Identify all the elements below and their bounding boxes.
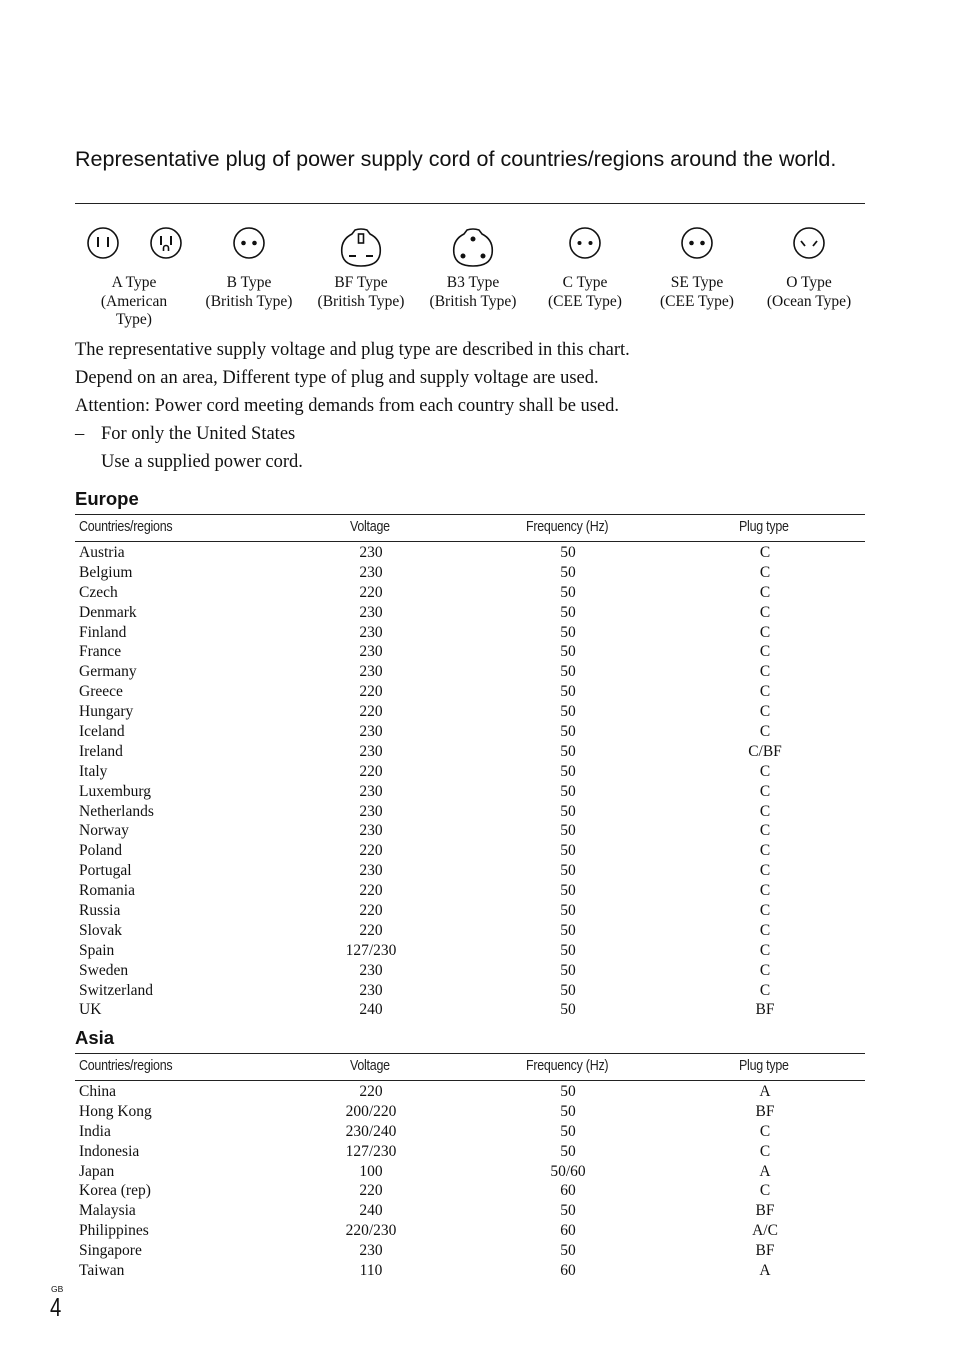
- table-row: [75, 941, 865, 961]
- voltage-cell: 127/230: [345, 1142, 397, 1160]
- table-row: [75, 583, 865, 603]
- plug-type-c: [525, 226, 645, 311]
- plug-type-cell: C: [759, 882, 771, 900]
- europe-heading: Europe: [75, 488, 139, 509]
- table-row: [75, 861, 865, 881]
- frequency-cell: 50: [560, 643, 576, 661]
- us-note-detail: [75, 448, 865, 476]
- voltage-cell: 220: [359, 703, 383, 721]
- table-header: [75, 1053, 865, 1081]
- table-row: [75, 1261, 865, 1281]
- voltage-cell: 230: [359, 961, 383, 979]
- plug-a2-icon: [149, 226, 183, 260]
- frequency-cell: 50: [560, 1202, 576, 1220]
- intro-line: Attention: Power cord meeting demands from each country shall be used.: [75, 396, 620, 416]
- voltage-cell: 230: [359, 623, 383, 641]
- country-cell: Indonesia: [79, 1142, 140, 1160]
- voltage-cell: 240: [359, 1202, 383, 1220]
- voltage-cell: 240: [359, 1001, 383, 1019]
- voltage-cell: 230: [359, 603, 383, 621]
- table-row: [75, 1142, 865, 1162]
- plug-label-a: A Type (American Type): [100, 274, 168, 328]
- frequency-cell: 50: [560, 583, 576, 601]
- frequency-cell: 50: [560, 782, 576, 800]
- plug-type-cell: BF: [755, 1242, 775, 1260]
- voltage-cell: 230: [359, 742, 383, 760]
- country-cell: Spain: [79, 941, 115, 959]
- plug-type-cell: C/BF: [748, 742, 782, 760]
- table-row: [75, 1122, 865, 1142]
- table-row: [75, 662, 865, 682]
- table-row: [75, 921, 865, 941]
- country-cell: Romania: [79, 882, 135, 900]
- country-cell: Denmark: [79, 603, 137, 621]
- voltage-cell: 230: [359, 782, 383, 800]
- voltage-cell: 230: [359, 862, 383, 880]
- frequency-cell: 60: [560, 1222, 576, 1240]
- country-cell: China: [79, 1083, 117, 1100]
- plug-a1-icon: [86, 226, 120, 260]
- country-cell: Poland: [79, 842, 123, 860]
- country-cell: Luxemburg: [79, 782, 152, 800]
- plug-type-o: [749, 226, 869, 311]
- table-row: [75, 961, 865, 981]
- table-row: [75, 762, 865, 782]
- frequency-cell: 50: [560, 1102, 576, 1120]
- voltage-cell: 220: [359, 1083, 383, 1100]
- col-header-country: Countries/regions: [79, 519, 173, 535]
- frequency-cell: 50: [560, 1001, 576, 1019]
- plug-b-icon: [232, 226, 266, 260]
- country-cell: Slovak: [79, 921, 123, 939]
- country-cell: Singapore: [79, 1242, 142, 1260]
- voltage-cell: 220: [359, 902, 383, 920]
- col-header-voltage: Voltage: [350, 1058, 390, 1074]
- voltage-cell: 220: [359, 882, 383, 900]
- table-row: [75, 1162, 865, 1182]
- plug-label-o: O Type (Ocean Type): [766, 274, 852, 310]
- frequency-cell: 50: [560, 1142, 576, 1160]
- country-cell: Austria: [79, 544, 125, 561]
- plug-type-cell: C: [759, 921, 771, 939]
- voltage-cell: 220: [359, 921, 383, 939]
- plug-label-c: C Type (CEE Type): [548, 274, 622, 310]
- country-cell: Russia: [79, 902, 121, 920]
- table-row: [75, 841, 865, 861]
- frequency-cell: 50: [560, 723, 576, 741]
- table-row: [75, 1102, 865, 1122]
- voltage-cell: 220: [359, 762, 383, 780]
- table-row: [75, 821, 865, 841]
- plug-type-bf: [301, 226, 421, 311]
- plug-type-cell: C: [759, 1122, 771, 1140]
- asia-heading: Asia: [75, 1027, 115, 1048]
- voltage-cell: 230: [359, 663, 383, 681]
- col-header-plug: Plug type: [739, 519, 789, 535]
- table-row: [75, 1241, 865, 1261]
- plug-type-cell: C: [759, 822, 771, 840]
- country-cell: Ireland: [79, 742, 123, 760]
- plug-type-cell: C: [759, 563, 771, 581]
- intro-line: Depend on an area, Different type of plug and supply voltage are used.: [75, 368, 599, 388]
- country-cell: Japan: [79, 1162, 115, 1180]
- col-header-frequency: Frequency (Hz): [526, 1058, 609, 1074]
- table-body: [75, 543, 865, 1020]
- voltage-cell: 220: [359, 1182, 383, 1200]
- country-cell: Germany: [79, 663, 137, 681]
- plug-b3-icon: [450, 226, 496, 268]
- voltage-cell: 230: [359, 981, 383, 999]
- voltage-cell: 200/220: [345, 1102, 397, 1120]
- country-cell: Sweden: [79, 961, 129, 979]
- plug-type-cell: C: [759, 623, 771, 641]
- plug-type-cell: A: [759, 1162, 771, 1180]
- plug-types-row: [75, 226, 865, 336]
- plug-se-icon: [680, 226, 714, 260]
- table-row: [75, 603, 865, 623]
- plug-type-se: [637, 226, 757, 311]
- table-row: [75, 543, 865, 563]
- table-row: [75, 1181, 865, 1201]
- intro-text: [75, 336, 865, 476]
- plug-type-a: [74, 226, 194, 330]
- plug-type-cell: C: [759, 663, 771, 681]
- title-divider: [75, 203, 865, 204]
- frequency-cell: 50: [560, 742, 576, 760]
- country-cell: France: [79, 643, 122, 661]
- dash-bullet: –: [75, 424, 85, 444]
- country-cell: Iceland: [79, 723, 125, 741]
- plug-type-cell: C: [759, 762, 771, 780]
- country-cell: Taiwan: [79, 1262, 125, 1280]
- plug-type-cell: A: [759, 1262, 771, 1280]
- intro-line: The representative supply voltage and plug type are described in this chart.: [75, 340, 630, 360]
- country-cell: Greece: [79, 683, 123, 701]
- country-cell: Korea (rep): [79, 1182, 151, 1200]
- plug-type-cell: C: [759, 544, 771, 561]
- table-row: [75, 702, 865, 722]
- plug-label-bf: BF Type (British Type): [317, 274, 405, 310]
- country-cell: Netherlands: [79, 802, 154, 820]
- frequency-cell: 50: [560, 882, 576, 900]
- table-row: [75, 1000, 865, 1020]
- frequency-cell: 50/60: [550, 1162, 586, 1180]
- frequency-cell: 50: [560, 762, 576, 780]
- table-row: [75, 563, 865, 583]
- country-cell: Czech: [79, 583, 118, 601]
- col-header-frequency: Frequency (Hz): [526, 519, 609, 535]
- table-row: [75, 901, 865, 921]
- voltage-cell: 220: [359, 583, 383, 601]
- plug-type-cell: A: [759, 1083, 771, 1100]
- voltage-cell: 230/240: [345, 1122, 397, 1140]
- voltage-cell: 110: [359, 1262, 383, 1280]
- plug-type-cell: C: [759, 643, 771, 661]
- frequency-cell: 50: [560, 941, 576, 959]
- plug-c-icon: [568, 226, 602, 260]
- frequency-cell: 50: [560, 902, 576, 920]
- frequency-cell: 50: [560, 544, 576, 561]
- plug-type-cell: C: [759, 782, 771, 800]
- plug-type-cell: C: [759, 683, 771, 701]
- voltage-cell: 230: [359, 1242, 383, 1260]
- plug-type-cell: BF: [755, 1001, 775, 1019]
- frequency-cell: 50: [560, 603, 576, 621]
- frequency-cell: 50: [560, 683, 576, 701]
- table-row: [75, 642, 865, 662]
- plug-label-se: SE Type (CEE Type): [660, 274, 734, 310]
- asia-table: [75, 1053, 865, 1281]
- frequency-cell: 50: [560, 1242, 576, 1260]
- plug-type-cell: C: [759, 703, 771, 721]
- plug-type-cell: C: [759, 902, 771, 920]
- us-note-text: For only the United States: [101, 424, 296, 444]
- table-row: [75, 1201, 865, 1221]
- table-row: [75, 722, 865, 742]
- col-header-voltage: Voltage: [350, 519, 390, 535]
- country-cell: UK: [79, 1001, 102, 1019]
- country-cell: Portugal: [79, 862, 132, 880]
- frequency-cell: 60: [560, 1262, 576, 1280]
- table-row: [75, 682, 865, 702]
- table-header: [75, 514, 865, 542]
- country-cell: Hungary: [79, 703, 134, 721]
- voltage-cell: 230: [359, 723, 383, 741]
- frequency-cell: 50: [560, 703, 576, 721]
- plug-type-cell: C: [759, 802, 771, 820]
- plug-type-cell: C: [759, 941, 771, 959]
- voltage-cell: 230: [359, 822, 383, 840]
- plug-label-b: B Type (British Type): [205, 274, 293, 310]
- table-row: [75, 1221, 865, 1241]
- country-cell: India: [79, 1122, 111, 1140]
- country-cell: Hong Kong: [79, 1102, 152, 1120]
- table-row: [75, 623, 865, 643]
- plug-type-cell: C: [759, 961, 771, 979]
- plug-type-cell: BF: [755, 1202, 775, 1220]
- region-code: GB: [51, 1284, 64, 1294]
- frequency-cell: 50: [560, 921, 576, 939]
- plug-type-cell: BF: [755, 1102, 775, 1120]
- frequency-cell: 50: [560, 822, 576, 840]
- plug-bf-icon: [338, 226, 384, 268]
- table-row: [75, 881, 865, 901]
- country-cell: Italy: [79, 762, 108, 780]
- voltage-cell: 220: [359, 683, 383, 701]
- frequency-cell: 50: [560, 981, 576, 999]
- plug-type-cell: C: [759, 723, 771, 741]
- frequency-cell: 50: [560, 1083, 576, 1100]
- frequency-cell: 50: [560, 563, 576, 581]
- voltage-cell: 230: [359, 802, 383, 820]
- voltage-cell: 220: [359, 842, 383, 860]
- table-row: [75, 981, 865, 1001]
- us-note-detail-text: Use a supplied power cord.: [101, 452, 303, 472]
- plug-type-cell: A/C: [752, 1222, 778, 1240]
- plug-type-cell: C: [759, 603, 771, 621]
- frequency-cell: 50: [560, 1122, 576, 1140]
- table-row: [75, 1082, 865, 1102]
- frequency-cell: 50: [560, 623, 576, 641]
- plug-type-cell: C: [759, 583, 771, 601]
- voltage-cell: 127/230: [345, 941, 397, 959]
- frequency-cell: 50: [560, 802, 576, 820]
- plug-type-b: [189, 226, 309, 311]
- country-cell: Switzerland: [79, 981, 154, 999]
- voltage-cell: 220/230: [345, 1222, 397, 1240]
- col-header-plug: Plug type: [739, 1058, 789, 1074]
- plug-label-b3: B3 Type (British Type): [429, 274, 517, 310]
- country-cell: Belgium: [79, 563, 133, 581]
- plug-type-cell: C: [759, 1142, 771, 1160]
- country-cell: Malaysia: [79, 1202, 136, 1220]
- table-row: [75, 782, 865, 802]
- page-title: Representative plug of power supply cord of countries/regions around the world.: [75, 147, 837, 171]
- voltage-cell: 230: [359, 563, 383, 581]
- table-row: [75, 802, 865, 822]
- frequency-cell: 50: [560, 862, 576, 880]
- europe-table: [75, 514, 865, 1020]
- plug-type-cell: C: [759, 981, 771, 999]
- page-number: 4: [50, 1292, 62, 1322]
- frequency-cell: 50: [560, 842, 576, 860]
- voltage-cell: 100: [359, 1162, 383, 1180]
- table-body: [75, 1082, 865, 1281]
- country-cell: Finland: [79, 623, 127, 641]
- plug-o-icon: [792, 226, 826, 260]
- country-cell: Norway: [79, 822, 129, 840]
- voltage-cell: 230: [359, 544, 383, 561]
- voltage-cell: 230: [359, 643, 383, 661]
- plug-type-b3: [413, 226, 533, 311]
- plug-type-cell: C: [759, 1182, 771, 1200]
- country-cell: Philippines: [79, 1222, 149, 1240]
- frequency-cell: 60: [560, 1182, 576, 1200]
- table-row: [75, 742, 865, 762]
- us-note: [75, 420, 865, 448]
- plug-type-cell: C: [759, 842, 771, 860]
- frequency-cell: 50: [560, 663, 576, 681]
- plug-type-cell: C: [759, 862, 771, 880]
- col-header-country: Countries/regions: [79, 1058, 173, 1074]
- frequency-cell: 50: [560, 961, 576, 979]
